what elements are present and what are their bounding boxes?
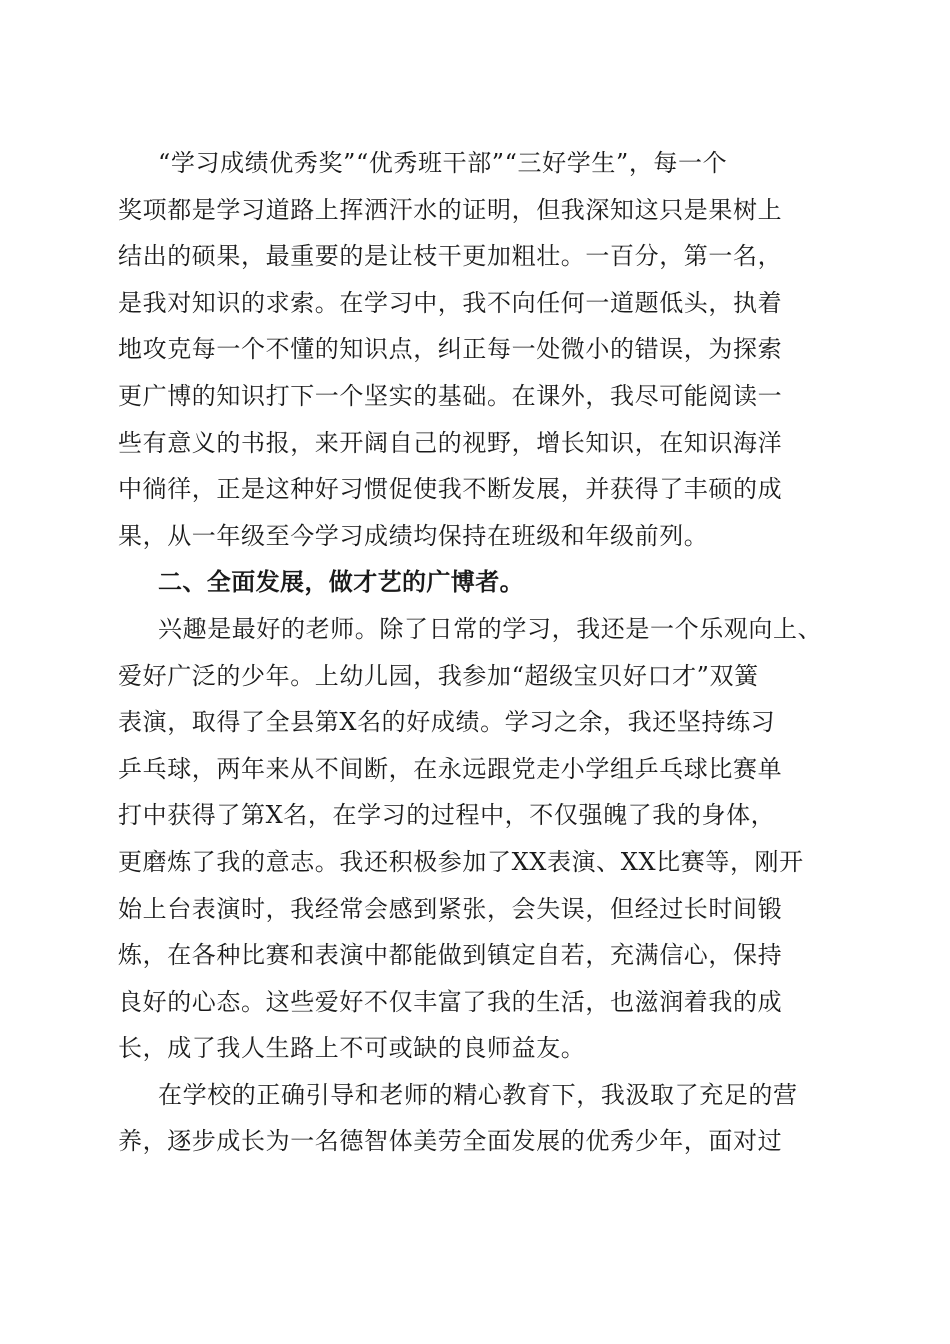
text-line: 乒乓球，两年来从不间断，在永远跟党走小学组乒乓球比赛单 xyxy=(118,754,783,783)
text-line: 养，逐步成长为一名德智体美劳全面发展的优秀少年，面对过 xyxy=(118,1127,783,1156)
text-line: 炼，在各种比赛和表演中都能做到镇定自若，充满信心，保持 xyxy=(118,941,783,970)
text-line: 表演，取得了全县第X名的好成绩。学习之余，我还坚持练习 xyxy=(118,708,776,737)
text-line: 果，从一年级至今学习成绩均保持在班级和年级前列。 xyxy=(118,521,709,550)
text-line: 长，成了我人生路上不可或缺的良师益友。 xyxy=(118,1034,586,1063)
document-body xyxy=(118,140,834,1165)
text-line: 地攻克每一个不懂的知识点，纠正每一处微小的错误，为探索 xyxy=(118,335,783,364)
text-line: 在学校的正确引导和老师的精心教育下，我汲取了充足的营 xyxy=(158,1080,798,1109)
section-heading: 二、全面发展，做才艺的广博者。 xyxy=(158,568,524,597)
paragraph-growth xyxy=(118,1072,834,1165)
text-line: 良好的心态。这些爱好不仅丰富了我的生活，也滋润着我的成 xyxy=(118,987,783,1016)
paragraph-talents xyxy=(118,606,834,1072)
text-line: 奖项都是学习道路上挥洒汗水的证明，但我深知这只是果树上 xyxy=(118,195,783,224)
text-line: 更广博的知识打下一个坚实的基础。在课外，我尽可能阅读一 xyxy=(118,381,783,410)
text-line: 兴趣是最好的老师。除了日常的学习，我还是一个乐观向上、 xyxy=(158,614,823,643)
text-line: 打中获得了第X名，在学习的过程中，不仅强魄了我的身体， xyxy=(118,801,776,830)
text-line: 中徜徉，正是这种好习惯促使我不断发展，并获得了丰硕的成 xyxy=(118,475,783,504)
text-line: 始上台表演时，我经常会感到紧张，会失误，但经过长时间锻 xyxy=(118,894,783,923)
paragraph-awards xyxy=(118,140,834,559)
text-line: “学习成绩优秀奖”“优秀班干部”“三好学生”，每一个 xyxy=(158,149,728,177)
text-line: 爱好广泛的少年。上幼儿园，我参加“超级宝贝好口才”双簧 xyxy=(118,661,759,690)
text-line: 更磨炼了我的意志。我还积极参加了XX表演、XX比赛等，刚开 xyxy=(118,847,804,876)
text-line: 些有意义的书报，来开阔自己的视野，增长知识，在知识海洋 xyxy=(118,428,783,457)
text-line: 是我对知识的求索。在学习中，我不向任何一道题低头，执着 xyxy=(118,288,783,317)
text-line: 结出的硕果，最重要的是让枝干更加粗壮。一百分，第一名， xyxy=(118,242,783,271)
